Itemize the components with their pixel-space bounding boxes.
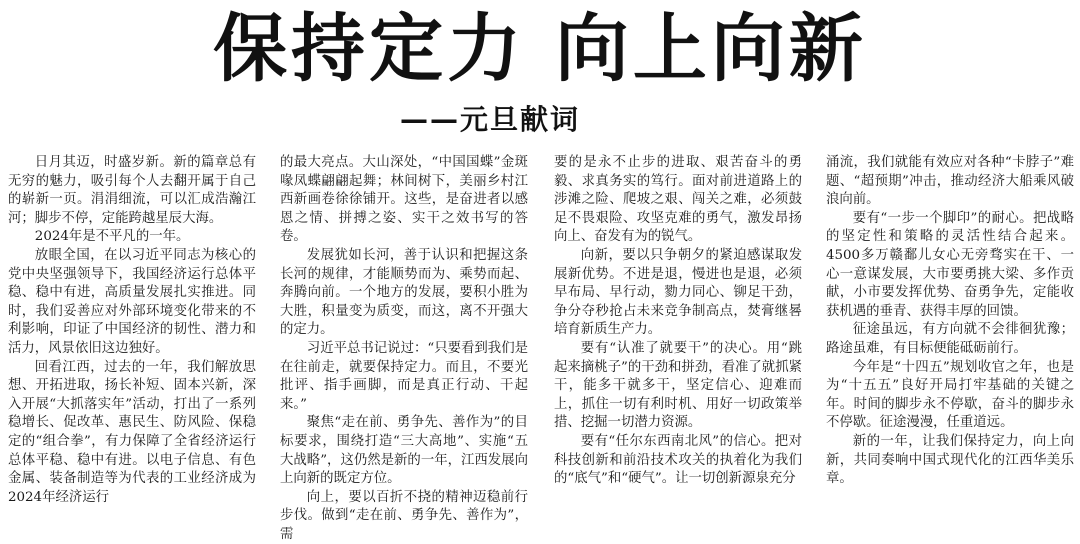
paragraph: 向新，要以只争朝夕的紧迫感谋取发展新优势。不进是退，慢进也是退，必须早布局、早行动，勠力同心、铆足干劲，争分夺秒抢占未来竞争制高点，焚膏继晷培育新质生产力。 — [554, 247, 802, 338]
paragraph: 向上，要以百折不挠的精神迈稳前行步伐。做到“走在前、勇争先、善作为”，需 — [280, 489, 528, 542]
article-column-3 — [554, 154, 802, 489]
paragraph: 今年是“十四五”规划收官之年，也是为“十五五”良好开局打牢基础的关键之年。时间的脚步永不停歇，奋斗的脚步永不停歇。征途漫漫，任重道远。 — [826, 359, 1074, 431]
article-column-1 — [8, 154, 256, 507]
article-column-4 — [826, 154, 1074, 489]
headline: 保持定力 向上向新 — [213, 6, 867, 92]
paragraph: 习近平总书记说过：“只要看到我们是在往前走，就要保持定力。而且，不要光批评、指手画脚，而是真正行动、干起来。” — [280, 340, 528, 412]
paragraph: 日月其迈，时盛岁新。新的篇章总有无穷的魅力，吸引每个人去翻开属于自己的崭新一页。涓涓细流，可以汇成浩瀚江河；脚步不停，定能跨越星辰大海。 — [8, 155, 256, 226]
paragraph: 征途虽远，有方向就不会徘徊犹豫；路途虽难，有目标便能砥砺前行。 — [826, 322, 1074, 356]
paragraph: 回看江西，过去的一年，我们解放思想、开拓进取，扬长补短、固本兴新，深入开展“大抓落实年”活动，打出了一系列稳增长、促改革、惠民生、防风险、保稳定的“组合拳”，有力保障了全省经济运行总体平稳、稳中有进。以电子信息、有色金属、装备制造等为代表的工业经济成为2024年经济运行 — [8, 359, 256, 505]
paragraph: 要的是永不止步的进取、艰苦奋斗的勇毅、求真务实的笃行。面对前进道路上的涉滩之险、爬坡之艰、闯关之难，必须鼓足不畏艰险、攻坚克难的勇气，激发昂扬向上、奋发有为的锐气。 — [554, 155, 802, 245]
paragraph: 新的一年，让我们保持定力，向上向新，共同奏响中国式现代化的江西华美乐章。 — [826, 433, 1074, 487]
paragraph: 聚焦“走在前、勇争先、善作为”的目标要求，围绕打造“三大高地”、实施“五大战略”，这仍然是新的一年，江西发展向上向新的既定方位。 — [280, 415, 528, 487]
paragraph: 放眼全国，在以习近平同志为核心的党中央坚强领导下，我国经济运行总体平稳、稳中有进，高质量发展扎实推进。同时，我们妥善应对外部环境变化带来的不利影响，印证了中国经济的韧性、潜力和活力，风景依旧这边独好。 — [8, 247, 256, 356]
article-column-2 — [280, 154, 528, 544]
paragraph: 的最大亮点。大山深处，“中国国蝶”金斑喙凤蝶翩翩起舞；林间树下，美丽乡村江西新画卷徐徐铺开。这些，是奋进者以感恩之情、拼搏之姿、实干之效书写的答卷。 — [280, 155, 528, 245]
paragraph: 2024年是不平凡的一年。 — [34, 229, 190, 245]
subtitle: ——元旦献词 — [400, 103, 581, 136]
paragraph: 涌流，我们就能有效应对各种“卡脖子”难题、“超预期”冲击，推动经济大船乘风破浪向前。 — [826, 155, 1074, 208]
paragraph: 发展犹如长河，善于认识和把握这条长河的规律，才能顺势而为、乘势而起、奔腾向前。一个地方的发展，要积小胜为大胜，积量变为质变，而这，离不开强大的定力。 — [280, 247, 528, 338]
paragraph: 要有“认准了就要干”的决心。用“跳起来摘桃子”的干劲和拼劲，看准了就抓紧干，能多干就多干，坚定信心、迎难而上，抓住一切有利时机、用好一切政策举措、挖掘一切潜力资源。 — [554, 340, 802, 431]
paragraph: 要有“任尔东西南北风”的信心。把对科技创新和前沿技术攻关的执着化为我们的“底气”和“硬气”。让一切创新源泉充分 — [554, 433, 802, 487]
paragraph: 要有“一步一个脚印”的耐心。把战略的坚定性和策略的灵活性结合起来。4500多万赣鄱儿女心无旁骛实在干、一心一意谋发展，大市要勇挑大梁、多作贡献，小市要发挥优势、奋勇争先，定能收获机遇的垂青、获得丰厚的回馈。 — [826, 210, 1074, 319]
